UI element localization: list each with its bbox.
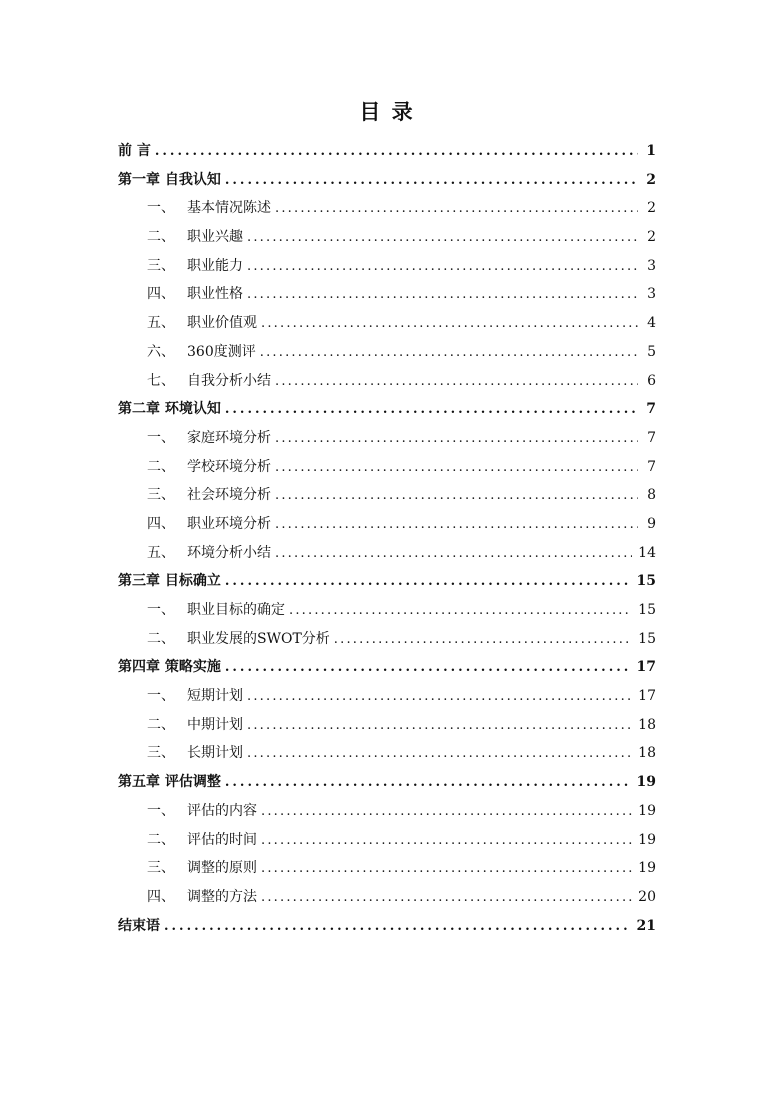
toc-page-number: 4: [647, 315, 656, 332]
toc-dot-leader: [225, 654, 631, 683]
toc-entry-label: 第二章 环境认知: [118, 401, 221, 418]
toc-page-number: 21: [636, 917, 656, 934]
toc-chapter-entry[interactable]: [118, 653, 656, 682]
toc-entry-label: 学校环境分析: [187, 458, 271, 475]
toc-entry-number: 四、: [147, 888, 175, 905]
toc-page-number: 7: [646, 401, 656, 418]
toc-entry-number: 三、: [147, 257, 175, 274]
toc-entry-label: 基本情况陈述: [187, 200, 271, 217]
toc-page-number: 3: [647, 257, 656, 274]
toc-dot-leader: [225, 769, 631, 798]
toc-entry-number: 三、: [147, 745, 175, 762]
toc-entry-label: 第四章 策略实施: [118, 659, 221, 676]
toc-entry-number: 一、: [147, 802, 175, 819]
toc-section-entry[interactable]: [118, 194, 656, 223]
table-of-contents: [118, 137, 656, 940]
toc-entry-label: 360度测评: [187, 343, 256, 360]
toc-section-entry[interactable]: [118, 596, 656, 625]
toc-chapter-entry[interactable]: [118, 166, 656, 195]
toc-dot-leader: [247, 712, 632, 741]
toc-dot-leader: [247, 281, 638, 310]
toc-page-number: 19: [636, 774, 656, 791]
toc-entry-label: 调整的原则: [187, 860, 257, 877]
toc-page-number: 7: [647, 429, 656, 446]
toc-section-entry[interactable]: [118, 424, 656, 453]
toc-section-entry[interactable]: [118, 625, 656, 654]
toc-chapter-entry[interactable]: [118, 395, 656, 424]
toc-section-entry[interactable]: [118, 826, 656, 855]
toc-dot-leader: [275, 540, 632, 569]
toc-section-entry[interactable]: [118, 280, 656, 309]
toc-entry-number: 二、: [147, 458, 175, 475]
toc-entry-number: 五、: [147, 544, 175, 561]
toc-page-number: 6: [647, 372, 656, 389]
toc-dot-leader: [289, 597, 632, 626]
toc-dot-leader: [261, 798, 632, 827]
toc-page-number: 18: [638, 745, 656, 762]
toc-dot-leader: [247, 740, 632, 769]
toc-entry-label: 结束语: [118, 917, 160, 934]
toc-entry-label: 职业能力: [187, 257, 243, 274]
toc-page-number: 17: [638, 688, 656, 705]
toc-entry-label: 中期计划: [187, 716, 243, 733]
toc-dot-leader: [247, 683, 632, 712]
toc-entry-number: 二、: [147, 716, 175, 733]
toc-page-number: 15: [636, 573, 656, 590]
toc-dot-leader: [261, 827, 632, 856]
toc-entry-number: 一、: [147, 602, 175, 618]
toc-chapter-entry[interactable]: [118, 567, 656, 596]
toc-dot-leader: [225, 396, 638, 425]
toc-entry-label: 调整的方法: [187, 888, 257, 905]
toc-page-number: 2: [646, 171, 656, 188]
toc-section-entry[interactable]: [118, 739, 656, 768]
toc-page-number: 18: [638, 716, 656, 733]
toc-entry-label: 第五章 评估调整: [118, 774, 221, 791]
toc-dot-leader: [275, 511, 638, 540]
toc-dot-leader: [261, 310, 638, 339]
toc-section-entry[interactable]: [118, 481, 656, 510]
toc-dot-leader: [247, 253, 638, 282]
toc-section-entry[interactable]: [118, 711, 656, 740]
toc-page-number: 3: [647, 286, 656, 303]
toc-chapter-entry[interactable]: [118, 137, 656, 166]
toc-dot-leader: [334, 626, 632, 655]
toc-section-entry[interactable]: [118, 510, 656, 539]
toc-entry-label: 前 言: [118, 143, 151, 159]
toc-entry-label: 职业发展的SWOT分析: [187, 630, 330, 647]
toc-chapter-entry[interactable]: [118, 912, 656, 941]
toc-entry-label: 第一章 自我认知: [118, 171, 221, 188]
toc-dot-leader: [225, 167, 638, 196]
toc-entry-number: 二、: [147, 630, 175, 647]
toc-entry-label: 短期计划: [187, 688, 243, 705]
page-title: 目 录: [359, 99, 415, 124]
toc-entry-label: 自我分析小结: [187, 372, 271, 389]
toc-dot-leader: [275, 195, 638, 224]
toc-entry-number: 一、: [147, 429, 175, 446]
toc-entry-number: 二、: [147, 831, 175, 848]
toc-section-entry[interactable]: [118, 539, 656, 568]
toc-dot-leader: [164, 913, 631, 942]
toc-entry-label: 职业环境分析: [187, 515, 271, 532]
toc-entry-number: 七、: [147, 372, 175, 389]
toc-section-entry[interactable]: [118, 309, 656, 338]
toc-section-entry[interactable]: [118, 223, 656, 252]
toc-entry-number: 五、: [147, 315, 175, 332]
toc-page-number: 19: [638, 831, 656, 848]
toc-page-number: 14: [638, 544, 656, 561]
toc-section-entry[interactable]: [118, 854, 656, 883]
toc-page-number: 2: [647, 200, 656, 217]
toc-entry-number: 一、: [147, 688, 175, 705]
toc-dot-leader: [225, 568, 631, 597]
toc-page-number: 19: [638, 860, 656, 877]
toc-dot-leader: [275, 454, 638, 483]
toc-page-number: 7: [647, 458, 656, 475]
toc-entry-number: 三、: [147, 860, 175, 877]
toc-chapter-entry[interactable]: [118, 768, 656, 797]
toc-entry-label: 评估的内容: [187, 802, 257, 819]
toc-section-entry[interactable]: [118, 453, 656, 482]
toc-entry-number: 四、: [147, 286, 175, 303]
toc-entry-label: 环境分析小结: [187, 544, 271, 561]
toc-dot-leader: [261, 884, 632, 913]
toc-entry-label: 职业目标的确定: [187, 602, 285, 618]
toc-entry-number: 三、: [147, 487, 175, 504]
toc-dot-leader: [275, 425, 638, 454]
toc-section-entry[interactable]: [118, 252, 656, 281]
toc-entry-label: 评估的时间: [187, 831, 257, 848]
toc-page-number: 20: [638, 888, 656, 905]
toc-entry-number: 六、: [147, 343, 175, 360]
toc-page-number: 2: [647, 229, 656, 246]
toc-page-number: 15: [638, 630, 656, 647]
toc-section-entry[interactable]: [118, 883, 656, 912]
toc-dot-leader: [275, 482, 638, 511]
toc-entry-number: 二、: [147, 229, 175, 246]
toc-entry-label: 社会环境分析: [187, 487, 271, 504]
toc-dot-leader: [275, 368, 638, 397]
toc-entry-label: 职业价值观: [187, 315, 257, 332]
toc-section-entry[interactable]: [118, 682, 656, 711]
toc-page-number: 17: [636, 659, 656, 676]
toc-section-entry[interactable]: [118, 367, 656, 396]
toc-entry-number: 四、: [147, 515, 175, 532]
toc-entry-number: 一、: [147, 200, 175, 217]
toc-entry-label: 职业性格: [187, 286, 243, 303]
toc-section-entry[interactable]: [118, 338, 656, 367]
toc-page-number: 9: [647, 515, 656, 532]
toc-dot-leader: [247, 224, 638, 253]
toc-dot-leader: [261, 855, 632, 884]
toc-dot-leader: [155, 138, 638, 167]
toc-page-number: 19: [638, 802, 656, 819]
toc-page-number: 15: [638, 602, 656, 618]
toc-page-number: 8: [647, 487, 656, 504]
toc-entry-label: 职业兴趣: [187, 229, 243, 246]
toc-entry-label: 家庭环境分析: [187, 429, 271, 446]
toc-page-number: 5: [647, 343, 656, 360]
toc-entry-label: 长期计划: [187, 745, 243, 762]
toc-section-entry[interactable]: [118, 797, 656, 826]
toc-page-number: 1: [646, 143, 656, 159]
toc-entry-label: 第三章 目标确立: [118, 573, 221, 590]
toc-dot-leader: [260, 339, 638, 368]
